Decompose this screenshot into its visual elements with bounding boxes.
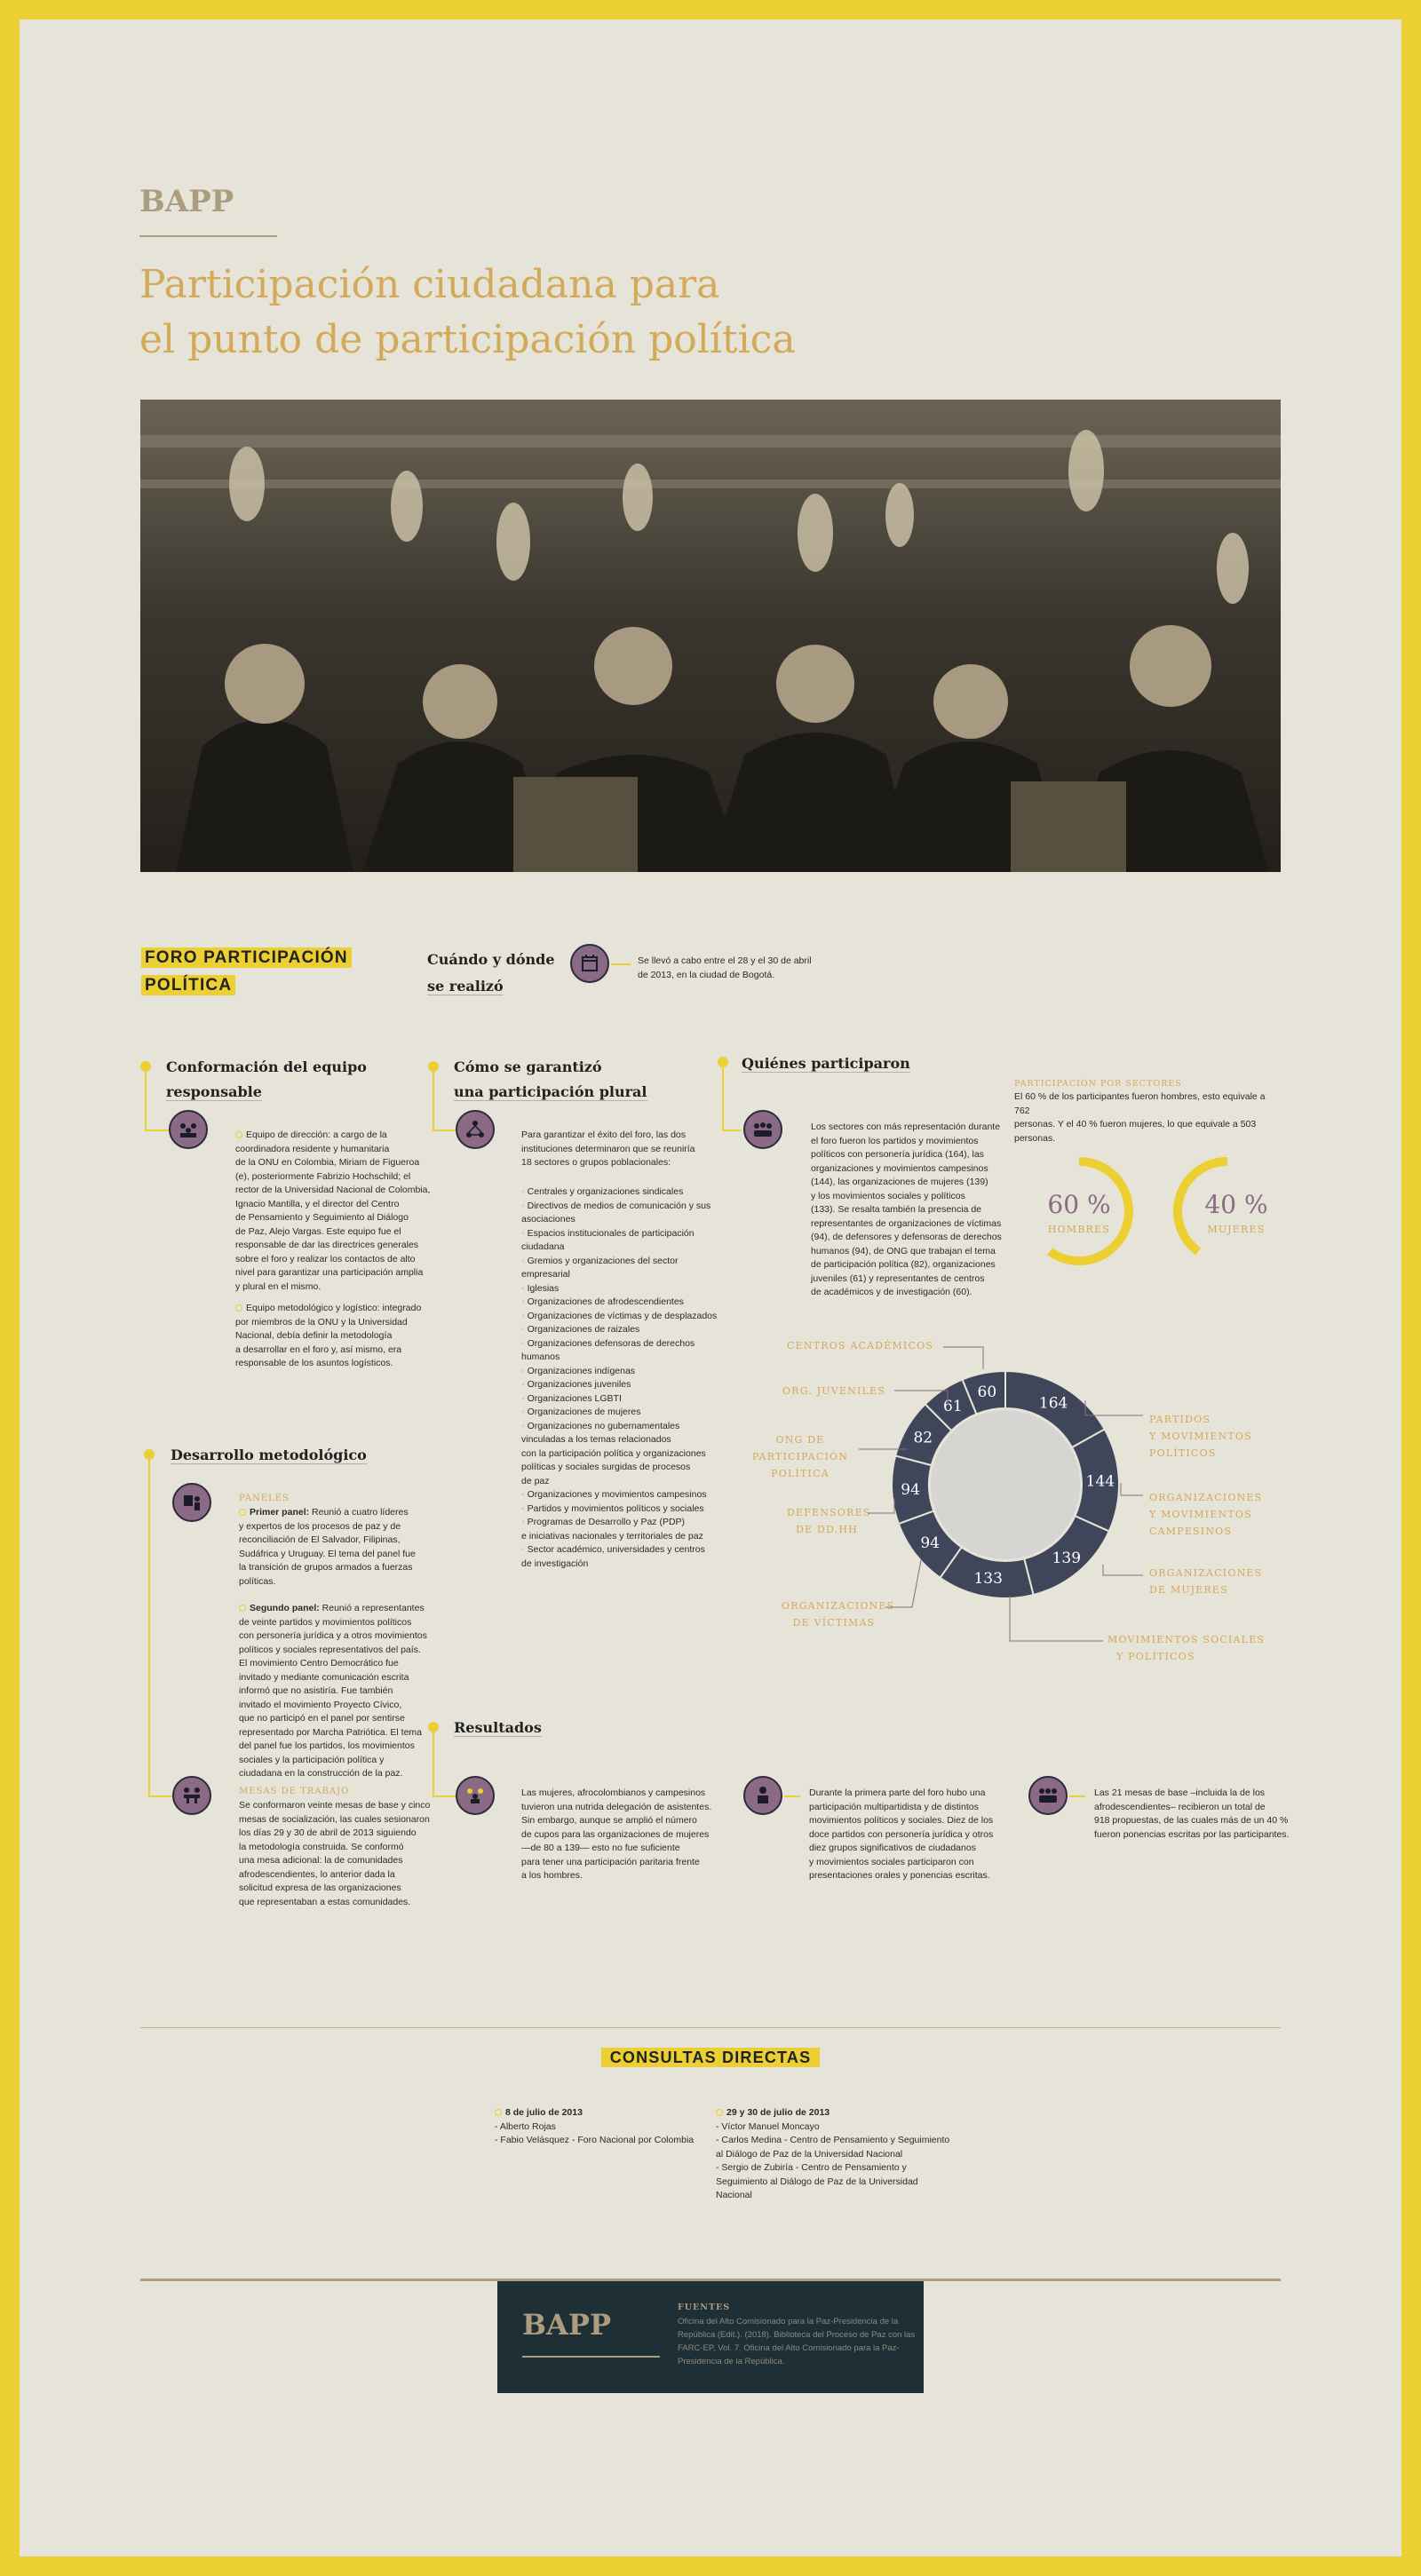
- sector-list-item: empresarial: [521, 1269, 570, 1280]
- list-bullet-icon: ◦: [521, 1517, 528, 1527]
- resultados-line: [433, 1732, 434, 1797]
- label-mujeres: ORGANIZACIONES DE MUJERES: [1149, 1567, 1263, 1596]
- leader-movimientos: [1010, 1596, 1103, 1641]
- bullet-icon: [239, 1509, 246, 1516]
- resultado-3-connector: [1069, 1795, 1085, 1797]
- garantizo-title-line-1: Cómo se garantizó: [454, 1058, 602, 1075]
- sector-list-item: de investigación: [521, 1557, 589, 1569]
- sector-list-item: ◦ Centrales y organizaciones sindicales: [521, 1186, 684, 1197]
- donut-value-label: 133: [973, 1570, 1003, 1589]
- quienes-title: Quiénes participaron: [742, 1055, 910, 1072]
- sector-list-item: políticas y sociales surgidas de procesos: [521, 1462, 691, 1472]
- sector-list-item: de paz: [521, 1475, 550, 1486]
- conformacion-title-line-1: Conformación del equipo: [166, 1058, 367, 1075]
- label-juveniles: ORG. JUVENILES: [782, 1385, 885, 1397]
- sector-list-item: ◦ Organizaciones indígenas: [521, 1365, 636, 1376]
- donut-value-label: 139: [1052, 1549, 1082, 1567]
- results-speaker-icon: [743, 1776, 782, 1815]
- when-title-line-2: se realizó: [427, 978, 504, 995]
- resultados-hline: [433, 1795, 457, 1797]
- label-campesinos: ORGANIZACIONES Y MOVIMIENTOS CAMPESINOS: [1149, 1492, 1263, 1537]
- title-line-1: Participación ciudadana para: [139, 262, 720, 307]
- resultado-1: Las mujeres, afrocolombianos y campesinos tuvieron una nutrida delegación de asistentes. Sin embargo, aunque se amplió el número de cupos para las organizaciones de mujeres —de 80 a 139— esto no fue suficiente para tener una participación paritaria frente a los hombres.: [521, 1787, 712, 1881]
- sector-list-item: con la participación política y organizaciones: [521, 1447, 706, 1459]
- mesas-label: MESAS DE TRABAJO: [239, 1787, 350, 1796]
- bullet-icon: [495, 2109, 502, 2116]
- quienes-text: Los sectores con más representación durante el foro fueron los partidos y movimientos políticos con personería jurídica (164), las organizaciones y movimientos campesinos (144), las organizaciones de mujeres (139) y los movimientos sociales y políticos (133). Se resalta también la presencia de representantes de organizaciones de víctimas (94), de defensores y defensoras de derechos humanos (94), de ONG que trabajan el tema de participación política (82), organizaciones juveniles (61) y representantes de centros de académicos y de investigación (60).: [811, 1122, 1002, 1297]
- list-bullet-icon: ◦: [521, 1282, 528, 1294]
- list-bullet-icon: ◦: [521, 1324, 528, 1335]
- brand-logo: BAPP: [139, 184, 234, 219]
- women-percent: 40 %: [1204, 1190, 1268, 1219]
- donut-value-label: 61: [943, 1397, 963, 1415]
- consultas-col-1: 8 de julio de 2013 - Alberto Rojas - Fabio Velásquez - Foro Nacional por Colombia: [495, 2107, 695, 2145]
- donut-value-label: 94: [901, 1481, 920, 1500]
- donut-value-label: 82: [913, 1429, 933, 1447]
- list-bullet-icon: ◦: [521, 1186, 528, 1197]
- desarrollo-title: Desarrollo metodológico: [171, 1447, 367, 1463]
- sector-list-item: ◦ Organizaciones defensoras de derechos: [521, 1337, 695, 1349]
- men-label: HOMBRES: [1047, 1224, 1111, 1235]
- label-defensores: DEFENSORES DE DD.HH: [787, 1507, 871, 1535]
- resultado-2: Durante la primera parte del foro hubo una participación multipartidista y de distintos movimientos políticos y sociales. Diez de los doce partidos con personería jurídica y otros diez grupos significativos de ciudadanos y movimientos sociales participaron con presentaciones orales y ponencias escritas.: [809, 1787, 994, 1881]
- list-bullet-icon: ◦: [521, 1296, 528, 1307]
- sector-list-item: ◦ Gremios y organizaciones del sector: [521, 1255, 679, 1266]
- sector-list-item: ◦ Programas de Desarrollo y Paz (PDP): [521, 1517, 686, 1527]
- sector-list-item: ◦ Organizaciones juveniles: [521, 1379, 631, 1390]
- sector-list-item: ◦ Organizaciones de víctimas y de desplazados: [521, 1310, 718, 1321]
- label-partidos: PARTIDOS Y MOVIMIENTOS POLÍTICOS: [1149, 1414, 1252, 1459]
- primer-panel: Primer panel: Reunió a cuatro líderes y expertos de los procesos de paz y de reconciliación de El Salvador, Filipinas, Sudáfrica y Uruguay. El tema del panel fue la transición de grupos armados a fuerzas políticas.: [239, 1507, 416, 1587]
- sector-list-item: ◦ Espacios institucionales de participación: [521, 1227, 695, 1239]
- garantizo-intro: Para garantizar el éxito del foro, las dos instituciones determinaron que se reuniría 18 sectores o grupos poblacionales:: [521, 1129, 695, 1168]
- sector-list-item: ◦ Organizaciones de mujeres: [521, 1407, 641, 1417]
- results-assembly-icon: [1028, 1776, 1068, 1815]
- footer-brand: BAPP: [522, 2308, 611, 2342]
- label-ong: ONG DE PARTICIPACIÓN POLÍTICA: [751, 1434, 849, 1479]
- conformacion-title-line-2: responsable: [166, 1083, 262, 1100]
- sectores-text: El 60 % de los participantes fueron hombres, esto equivale a 762 personas. Y el 40 % fueron mujeres, lo que equivale a 503 personas.: [1014, 1091, 1266, 1144]
- consultas-heading: CONSULTAS DIRECTAS: [20, 2049, 1401, 2067]
- consultas-col-2: 29 y 30 de julio de 2013 - Víctor Manuel Moncayo - Carlos Medina - Centro de Pensamiento y Seguimiento al Diálogo de Paz de la Universidad Nacional - Sergio de Zubiría - Centro de Pensamiento y Seguimiento al Diálogo de Paz de la Universidad Nacional: [716, 2107, 950, 2200]
- infographic-page: [20, 20, 1401, 2556]
- list-bullet-icon: ◦: [521, 1227, 528, 1239]
- label-victimas: ORGANIZACIONES DE VÍCTIMAS: [782, 1600, 895, 1629]
- label-centros: CENTROS ACADÉMICOS: [787, 1340, 934, 1351]
- list-bullet-icon: ◦: [521, 1392, 528, 1404]
- desarrollo-line: [148, 1460, 150, 1797]
- resultados-dot: [428, 1722, 439, 1732]
- resultado-3: Las 21 mesas de base –incluida la de los afrodescendientes– recibieron un total de 918 propuestas, de las cuales más de un 40 % fueron ponencias escritas por las participantes.: [1094, 1787, 1290, 1840]
- list-bullet-icon: ◦: [521, 1420, 528, 1431]
- resultados-title: Resultados: [454, 1719, 542, 1736]
- results-women-icon: [456, 1776, 495, 1815]
- fuentes-label: FUENTES: [678, 2303, 731, 2312]
- sector-list-item: ◦ Organizaciones de afrodescendientes: [521, 1296, 684, 1307]
- mesas-text: Se conformaron veinte mesas de base y cinco mesas de socialización, las cuales sesionaron los días 29 y 30 de abril de 2013 siguiendo la metodología construida. Se conformó una mesa adicional: la de comunidades afrodescendientes, lo anterior dada la solicitud expresa de las organizaciones que representaban a estas comunidades.: [239, 1800, 431, 1907]
- list-bullet-icon: ◦: [521, 1200, 528, 1211]
- donut-value-label: 60: [977, 1383, 997, 1402]
- sector-list-item: vinculadas a los temas relacionados: [521, 1434, 671, 1445]
- list-bullet-icon: ◦: [521, 1255, 528, 1266]
- sector-list-item: e iniciativas nacionales y territoriales de paz: [521, 1530, 703, 1542]
- footer-box: [497, 2281, 924, 2393]
- sector-list-item: ciudadana: [521, 1241, 565, 1252]
- paneles-label: PANELES: [239, 1494, 290, 1503]
- foro-label-line-2: POLÍTICA: [141, 975, 235, 995]
- label-movimientos: MOVIMIENTOS SOCIALES Y POLÍTICOS: [1107, 1634, 1266, 1662]
- sector-list-item: ◦ Partidos y movimientos políticos y sociales: [521, 1502, 704, 1514]
- leader-campesinos: [1121, 1483, 1143, 1495]
- leader-partidos: [1085, 1400, 1143, 1415]
- garantizo-title-line-2: una participación plural: [454, 1083, 647, 1100]
- when-title-line-1: Cuándo y dónde: [427, 951, 555, 968]
- list-bullet-icon: ◦: [521, 1365, 528, 1376]
- bullet-icon: [239, 1605, 246, 1612]
- list-bullet-icon: ◦: [521, 1544, 528, 1555]
- panel-icon: [172, 1483, 211, 1522]
- list-bullet-icon: ◦: [521, 1337, 528, 1349]
- sectores-label: PARTICIPACIÓN POR SECTORES: [1014, 1079, 1182, 1089]
- leader-defensores: [868, 1498, 894, 1513]
- donut-value-label: 144: [1085, 1472, 1115, 1491]
- leader-juveniles: [894, 1391, 948, 1405]
- list-bullet-icon: ◦: [521, 1489, 528, 1500]
- men-percent: 60 %: [1047, 1190, 1111, 1219]
- list-bullet-icon: ◦: [521, 1407, 528, 1417]
- donut-value-label: 94: [920, 1534, 940, 1553]
- conformacion-p1: Equipo de dirección: a cargo de la coordinadora residente y humanitaria de la ONU en Colombia, Miriam de Figueroa (e), posteriormente Fabrizio Hochschild; el rector de la Universidad Nacional de Colombia, Ignacio Mantilla, y el director del Centro de Pensamiento y Seguimiento al Diálogo de Paz, Alejo Vargas. Este equipo fue el responsable de dar las directrices generales sobre el foro y realizar los contactos de alto nivel para garantizar una participación amplia y plural en el mismo.: [235, 1129, 431, 1292]
- resultado-2-connector: [784, 1795, 800, 1797]
- list-bullet-icon: ◦: [521, 1379, 528, 1390]
- sector-list-item: ◦ Organizaciones no gubernamentales: [521, 1420, 680, 1431]
- sector-list-item: humanos: [521, 1351, 560, 1362]
- table-icon: [172, 1776, 211, 1815]
- bullet-icon: [716, 2109, 723, 2116]
- sector-list-item: ◦ Sector académico, universidades y centros: [521, 1544, 705, 1555]
- sector-list-item: ◦ Organizaciones y movimientos campesinos: [521, 1489, 707, 1500]
- foro-label-line-1: FORO PARTICIPACIÓN: [141, 947, 352, 968]
- when-text-line-2: de 2013, en la ciudad de Bogotá.: [638, 969, 775, 980]
- fuentes-text: Oficina del Alto Comisionado para la Paz-Presidencia de la República (Edit.). (2018). Biblioteca del Proceso de Paz con las FARC-EP, Vol. 7. Oficina del Alto Comisionado para la Paz- Presidencia de la República.: [678, 2317, 916, 2366]
- when-text-line-1: Se llevó a cabo entre el 28 y el 30 de abril: [638, 955, 812, 966]
- segundo-panel: Segundo panel: Reunió a representantes de veinte partidos y movimientos políticos con personería jurídica y a otros movimientos políticos y sociales representativos del país. El movimiento Centro Democrático fue invitado y mediante comunicación escrita informó que no asistiría. Fue también invitado el movimiento Proyecto Cívico, que no participó en el panel por sentirse representado por Marcha Patriótica. El tema del panel fue los partidos, los movimientos sociales y la participación política y ciudadana en la construcción de la paz.: [239, 1603, 427, 1779]
- sector-list-item: ◦ Iglesias: [521, 1282, 560, 1294]
- donut-value-label: 164: [1038, 1394, 1068, 1413]
- list-bullet-icon: ◦: [521, 1310, 528, 1321]
- consultas-divider: [140, 2027, 1281, 2028]
- sector-list-item: asociaciones: [521, 1214, 576, 1225]
- footer-brand-underline: [522, 2356, 660, 2358]
- mesas-hline: [148, 1795, 173, 1797]
- leader-centros: [943, 1347, 983, 1369]
- desarrollo-dot: [144, 1449, 155, 1460]
- leader-mujeres: [1103, 1565, 1143, 1575]
- list-bullet-icon: ◦: [521, 1502, 528, 1514]
- sector-list-item: ◦ Organizaciones LGBTI: [521, 1392, 622, 1404]
- sector-list-item: ◦ Organizaciones de raizales: [521, 1324, 640, 1335]
- leader-victimas: [885, 1560, 921, 1607]
- sector-list-item: ◦ Directivos de medios de comunicación y sus: [521, 1200, 711, 1211]
- women-label: MUJERES: [1207, 1224, 1266, 1235]
- title-line-2: el punto de participación política: [139, 317, 796, 362]
- conformacion-p2: Equipo metodológico y logístico: integrado por miembros de la ONU y la Universidad Nacional, debía definir la metodología a desarrollar en el foro y, así mismo, era responsable de los asuntos logísticos.: [235, 1303, 422, 1368]
